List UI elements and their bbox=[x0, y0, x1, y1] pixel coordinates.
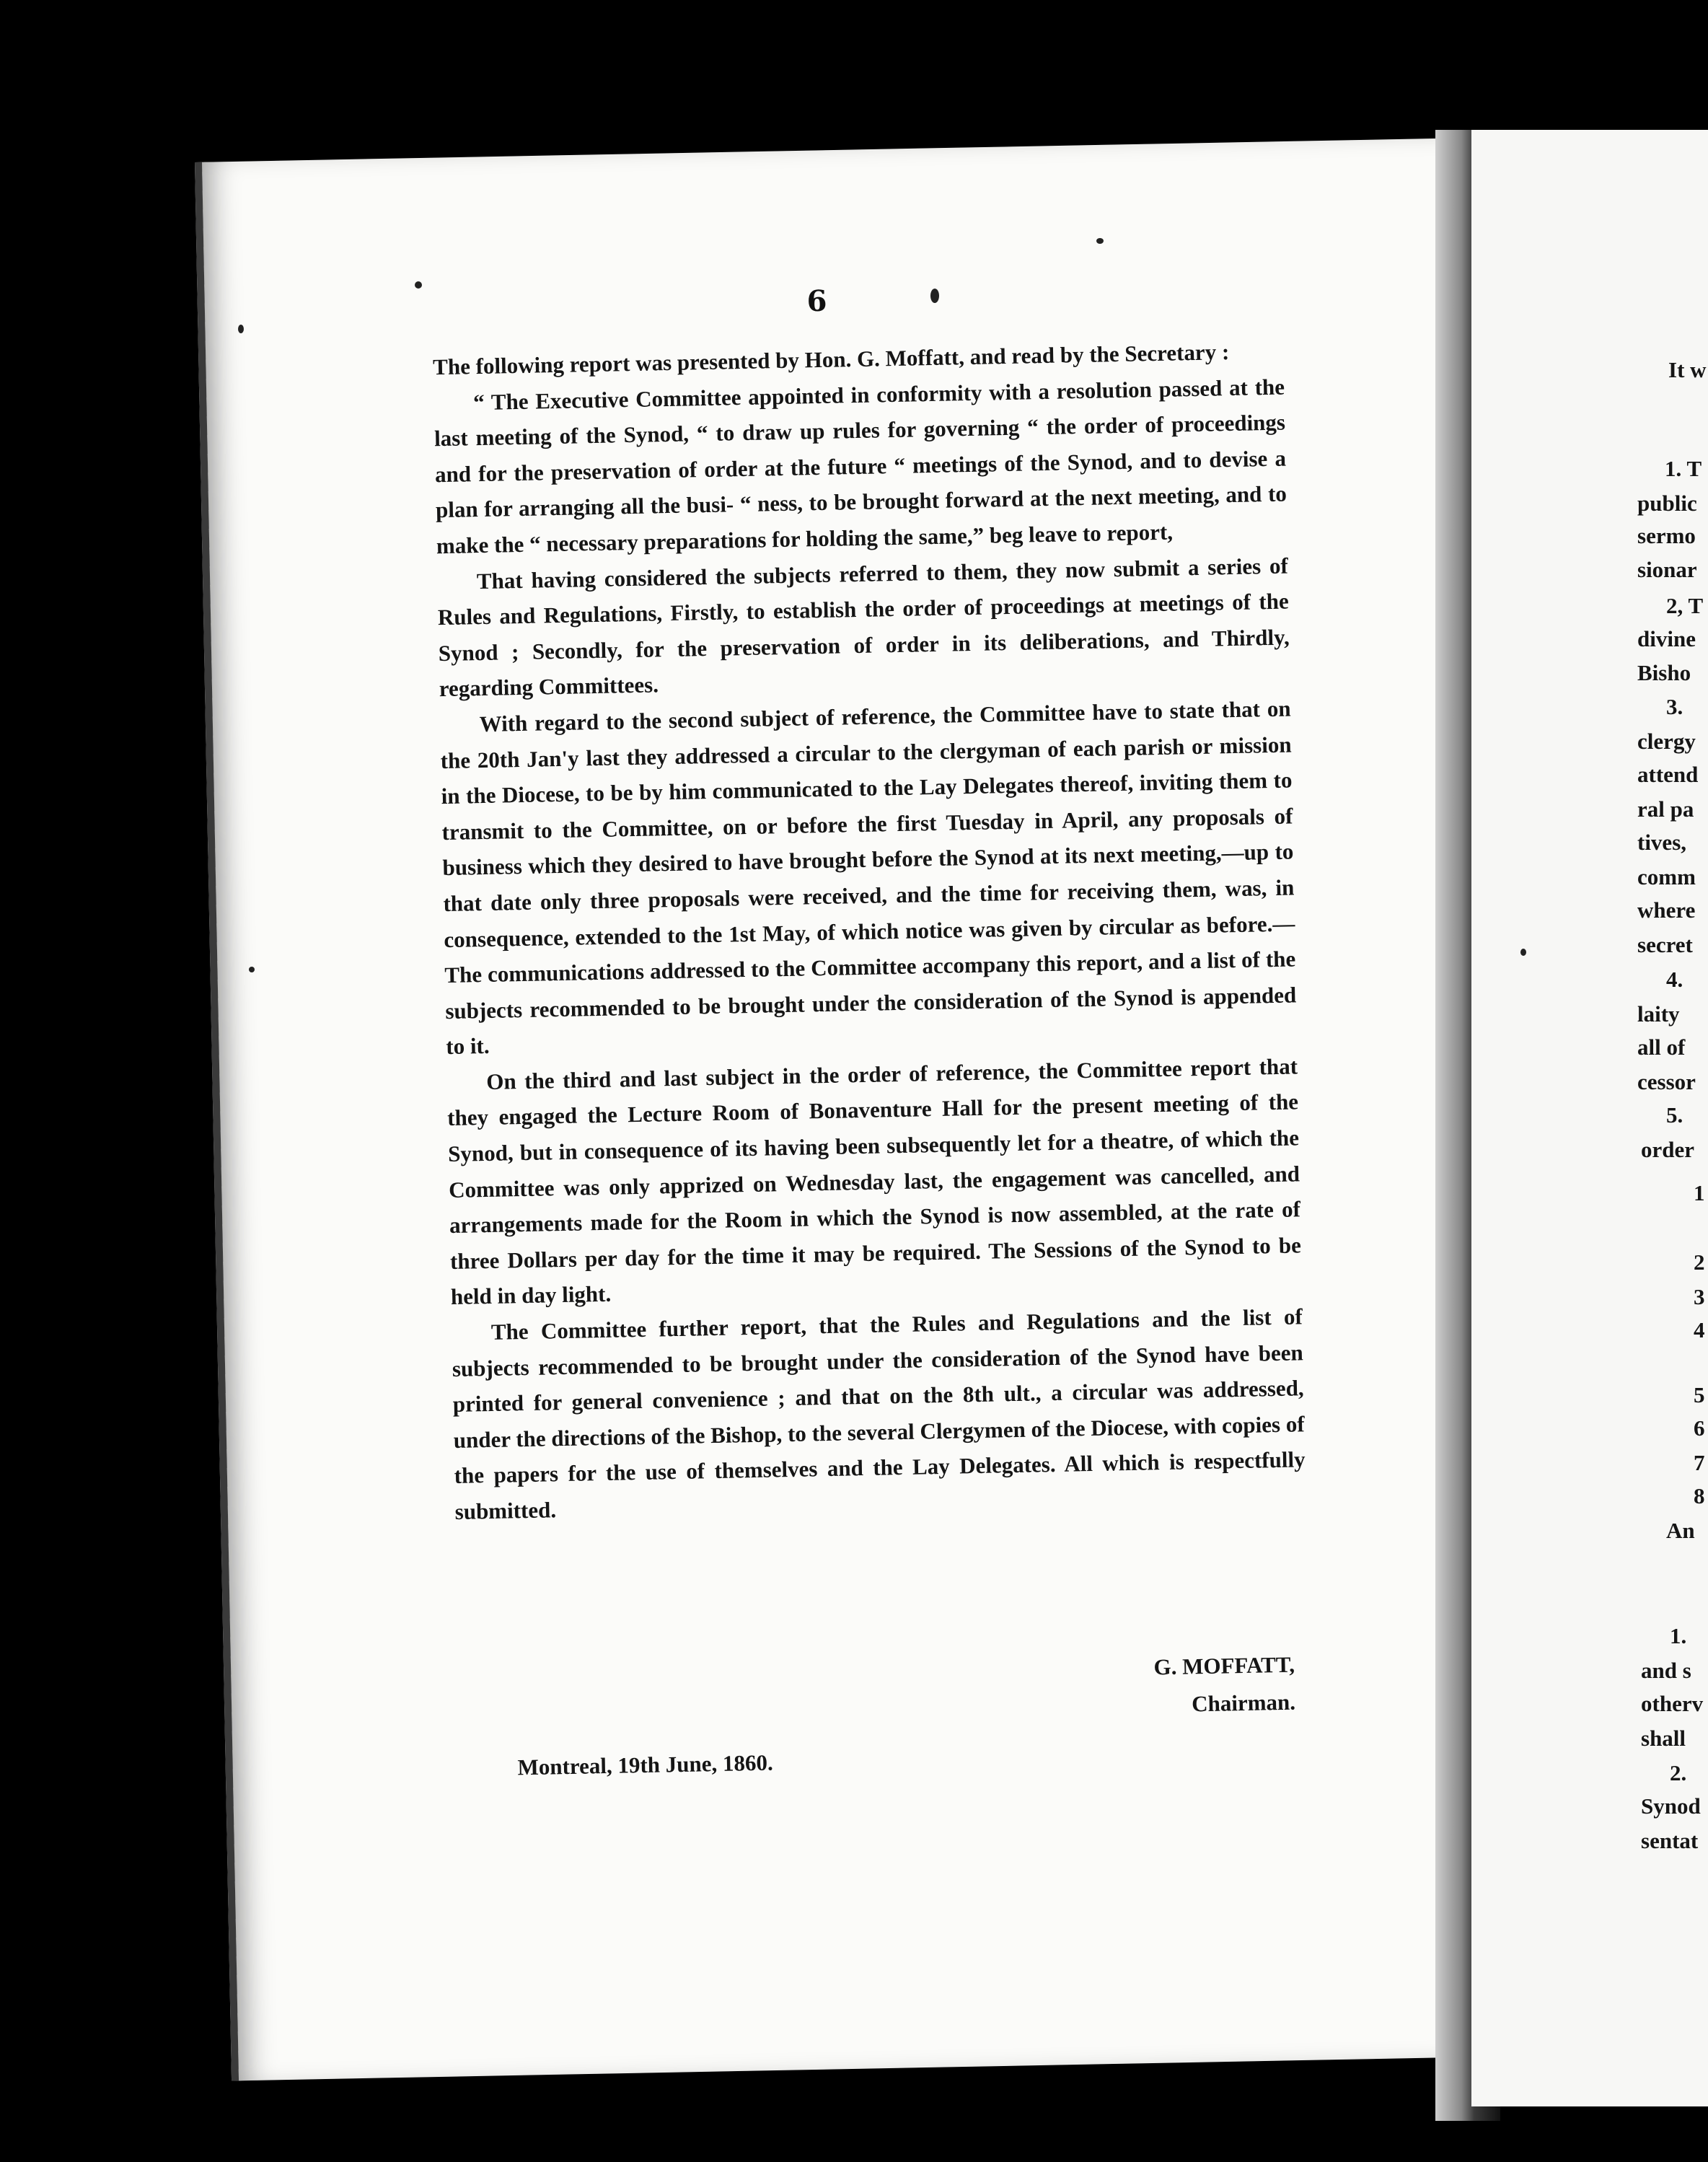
right-fragment: 3. bbox=[1666, 694, 1683, 719]
page-number: 6 bbox=[806, 284, 827, 319]
right-fragment: all of bbox=[1637, 1034, 1686, 1060]
scan-speck bbox=[930, 289, 939, 303]
right-fragment: 4 bbox=[1694, 1317, 1705, 1343]
report-body bbox=[433, 333, 1306, 1530]
scan-speck bbox=[249, 967, 255, 972]
signature-title: Chairman. bbox=[1191, 1689, 1296, 1717]
report-paragraph-5: The Committee further report, that the Rules and Regulations and the list of subjects recommended to be brought under the consideration of the Synod have been printed for general convenience ; and that on the 8th ult., a circular was addressed, under the directions of the Bishop, to the several Clergymen of the Diocese, with copies of the papers for the use of themselves and the Lay Delegates. All which is respectfully submitted. bbox=[452, 1304, 1306, 1524]
right-fragment: secret bbox=[1637, 932, 1693, 957]
right-fragment: 2, T bbox=[1666, 593, 1704, 618]
right-fragment: 5 bbox=[1694, 1382, 1705, 1407]
right-page-text bbox=[1493, 0, 1708, 2158]
right-fragment: 6 bbox=[1694, 1415, 1705, 1441]
scan-speck bbox=[1096, 238, 1104, 244]
right-fragment: order bbox=[1641, 1137, 1695, 1162]
right-fragment: laity bbox=[1637, 1001, 1680, 1027]
right-fragment: 3 bbox=[1694, 1284, 1705, 1309]
right-fragment: Synod bbox=[1641, 1793, 1701, 1819]
signature-name: G. MOFFATT, bbox=[1153, 1651, 1295, 1680]
right-fragment: 5. bbox=[1666, 1102, 1683, 1128]
right-fragment: sermo bbox=[1637, 523, 1696, 548]
right-fragment: sionar bbox=[1637, 557, 1697, 582]
right-fragment: 1. T bbox=[1665, 456, 1702, 481]
right-fragment: where bbox=[1637, 897, 1696, 923]
right-fragment: divine bbox=[1637, 626, 1696, 651]
right-fragment: public bbox=[1637, 491, 1697, 516]
scan-speck bbox=[415, 281, 422, 289]
right-fragment: cessor bbox=[1637, 1069, 1696, 1094]
right-fragment: and s bbox=[1641, 1658, 1691, 1683]
right-fragment: 1 bbox=[1694, 1180, 1705, 1205]
scan-speck bbox=[1520, 949, 1526, 956]
dateline: Montreal, 19th June, 1860. bbox=[517, 1749, 773, 1780]
right-fragment: An bbox=[1666, 1518, 1695, 1543]
right-fragment: clergy bbox=[1637, 729, 1696, 754]
right-fragment: shall bbox=[1641, 1726, 1686, 1751]
report-paragraph-1: “ The Executive Committee appointed in conformity with a resolution passed at the last meeting of the Synod, “ to draw up rules for governing “ the order of proceedings and for the preservation of order at the future “ meetings of the Synod, and to devise a plan for arranging all the busi- “ ness, to be brought forward at the next meeting, and to make the “ necessary preparations for holding the same,” beg leave to report, bbox=[433, 374, 1287, 559]
right-fragment: 8 bbox=[1694, 1483, 1705, 1508]
right-fragment: otherv bbox=[1641, 1691, 1704, 1716]
scan-speck bbox=[238, 325, 244, 333]
report-paragraph-4: On the third and last subject in the order of reference, the Committee report that they engaged the Lecture Room of Bonaventure Hall for the present meeting of the Synod, but in consequence of its having been subsequently let for a theatre, of which the Committee was only apprized on Wednesday last, the engagement was cancelled, and arrangements made for the Room in which the Synod is now assembled, at the rate of three Dollars per day for the time it may be required. The Sessions of the Synod to be held in day light. bbox=[446, 1053, 1302, 1310]
report-paragraph-3: With regard to the second subject of reference, the Committee have to state that on the 20th Jan'y last they addressed a circular to the clergyman of each parish or mission in the Diocese, to be by him communicated to the Lay Delegates thereof, inviting them to transmit to the Committee, on or before the first Tuesday in April, any proposals of business which they desired to have brought before the Synod at its next meeting,—up to that date only three proposals were received, and the time for receiving them, was, in consequence, extended to the 1st May, of which notice was given by circular as before.—The communications addressed to the Committee accompany this report, and a list of the subjects recommended to be brought under the consideration of the Synod is appended to it. bbox=[440, 695, 1297, 1060]
right-fragment: sentat bbox=[1641, 1828, 1699, 1853]
intro-paragraph: The following report was presented by Hon. G. Moffatt, and read by the Secretary : bbox=[432, 339, 1230, 380]
right-fragment: Bisho bbox=[1637, 660, 1691, 685]
right-fragment: tives, bbox=[1637, 830, 1687, 855]
right-fragment: 2 bbox=[1694, 1249, 1705, 1275]
right-fragment: It w bbox=[1668, 357, 1707, 382]
right-fragment: ral pa bbox=[1637, 796, 1694, 822]
right-fragment: attend bbox=[1637, 762, 1699, 787]
right-fragment: 4. bbox=[1666, 967, 1683, 992]
signature-block bbox=[1021, 1646, 1296, 1726]
report-paragraph-2: That having considered the subjects referred to them, they now submit a series of Rules and Regulations, Firstly, to establish the order of proceedings at meetings of the Synod ; Secondly, for the preservation of order in its deliberations, and Thirdly, regarding Committees. bbox=[437, 553, 1290, 702]
right-fragment: 7 bbox=[1694, 1450, 1705, 1475]
right-fragment: 2. bbox=[1670, 1760, 1687, 1785]
right-fragment: comm bbox=[1637, 864, 1696, 889]
right-fragment: 1. bbox=[1670, 1623, 1687, 1648]
